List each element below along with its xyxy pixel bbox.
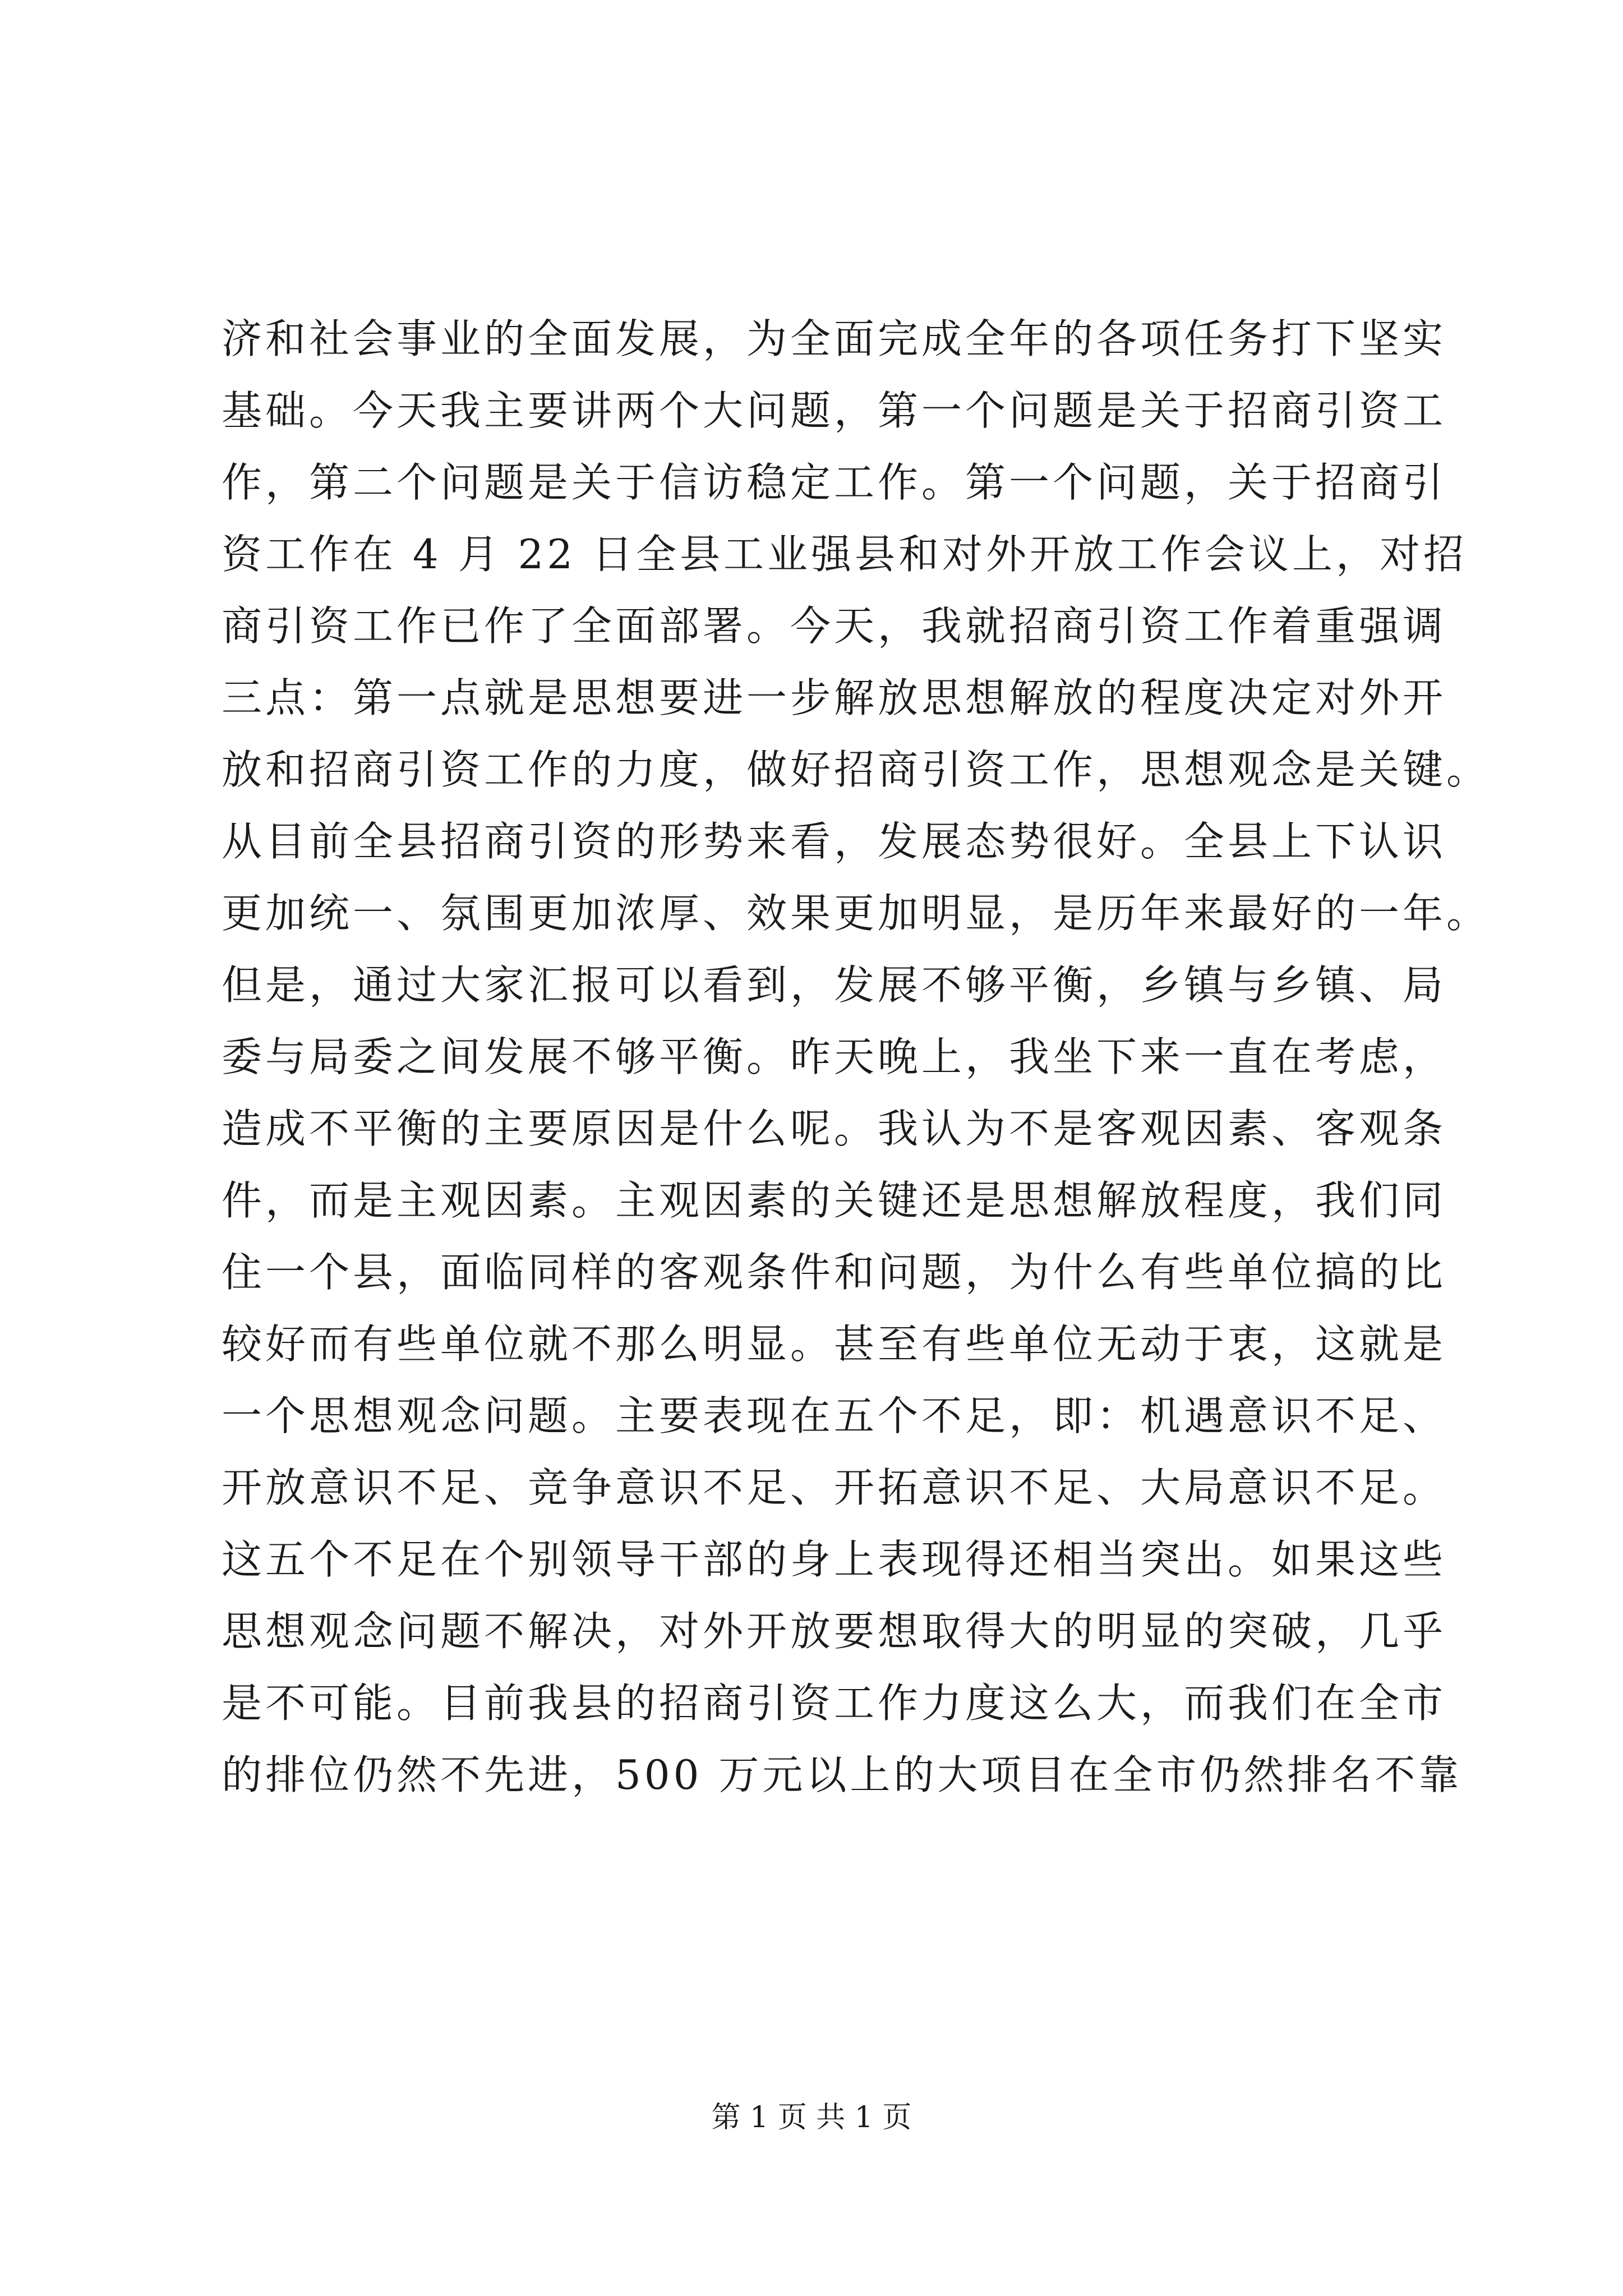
text-line-2: 基础。今天我主要讲两个大问题，第一个问题是关于招商引资工 xyxy=(222,387,1447,434)
text-line-4: 资工作在 4 月 22 日全县工业强县和对外开放工作会议上，对招 xyxy=(222,531,1467,578)
text-line-1: 济和社会事业的全面发展，为全面完成全年的各项任务打下坚实 xyxy=(222,315,1447,362)
text-line-6: 三点：第一点就是思想要进一步解放思想解放的程度决定对外开 xyxy=(222,674,1447,721)
text-line-11: 委与局委之间发展不够平衡。昨天晚上，我坐下来一直在考虑， xyxy=(222,1033,1447,1080)
text-line-16: 一个思想观念问题。主要表现在五个不足，即：机遇意识不足、 xyxy=(222,1392,1447,1439)
text-line-18: 这五个不足在个别领导干部的身上表现得还相当突出。如果这些 xyxy=(222,1536,1447,1583)
text-line-9: 更加统一、氛围更加浓厚、效果更加明显，是历年来最好的一年。 xyxy=(222,890,1491,937)
text-line-14: 住一个县，面临同样的客观条件和问题，为什么有些单位搞的比 xyxy=(222,1249,1447,1296)
text-line-15: 较好而有些单位就不那么明显。甚至有些单位无动于衷，这就是 xyxy=(222,1320,1447,1368)
text-line-13: 件，而是主观因素。主观因素的关键还是思想解放程度，我们同 xyxy=(222,1177,1447,1224)
text-line-3: 作，第二个问题是关于信访稳定工作。第一个问题，关于招商引 xyxy=(222,459,1447,506)
page-number-label: 第 1 页 共 1 页 xyxy=(711,2101,912,2134)
page-footer xyxy=(0,2095,1623,2140)
text-line-5: 商引资工作已作了全面部署。今天，我就招商引资工作着重强调 xyxy=(222,602,1447,650)
body-text xyxy=(222,303,1491,1811)
text-line-19: 思想观念问题不解决，对外开放要想取得大的明显的突破，几乎 xyxy=(222,1608,1447,1655)
text-line-12: 造成不平衡的主要原因是什么呢。我认为不是客观因素、客观条 xyxy=(222,1105,1447,1152)
text-line-17: 开放意识不足、竞争意识不足、开拓意识不足、大局意识不足。 xyxy=(222,1464,1447,1511)
text-line-10: 但是，通过大家汇报可以看到，发展不够平衡，乡镇与乡镇、局 xyxy=(222,961,1447,1009)
text-line-7: 放和招商引资工作的力度，做好招商引资工作，思想观念是关键。 xyxy=(222,746,1491,793)
text-line-20: 是不可能。目前我县的招商引资工作力度这么大，而我们在全市 xyxy=(222,1680,1447,1727)
text-line-8: 从目前全县招商引资的形势来看，发展态势很好。全县上下认识 xyxy=(222,818,1447,865)
text-line-21: 的排位仍然不先进，500 万元以上的大项目在全市仍然排名不靠 xyxy=(222,1751,1463,1798)
